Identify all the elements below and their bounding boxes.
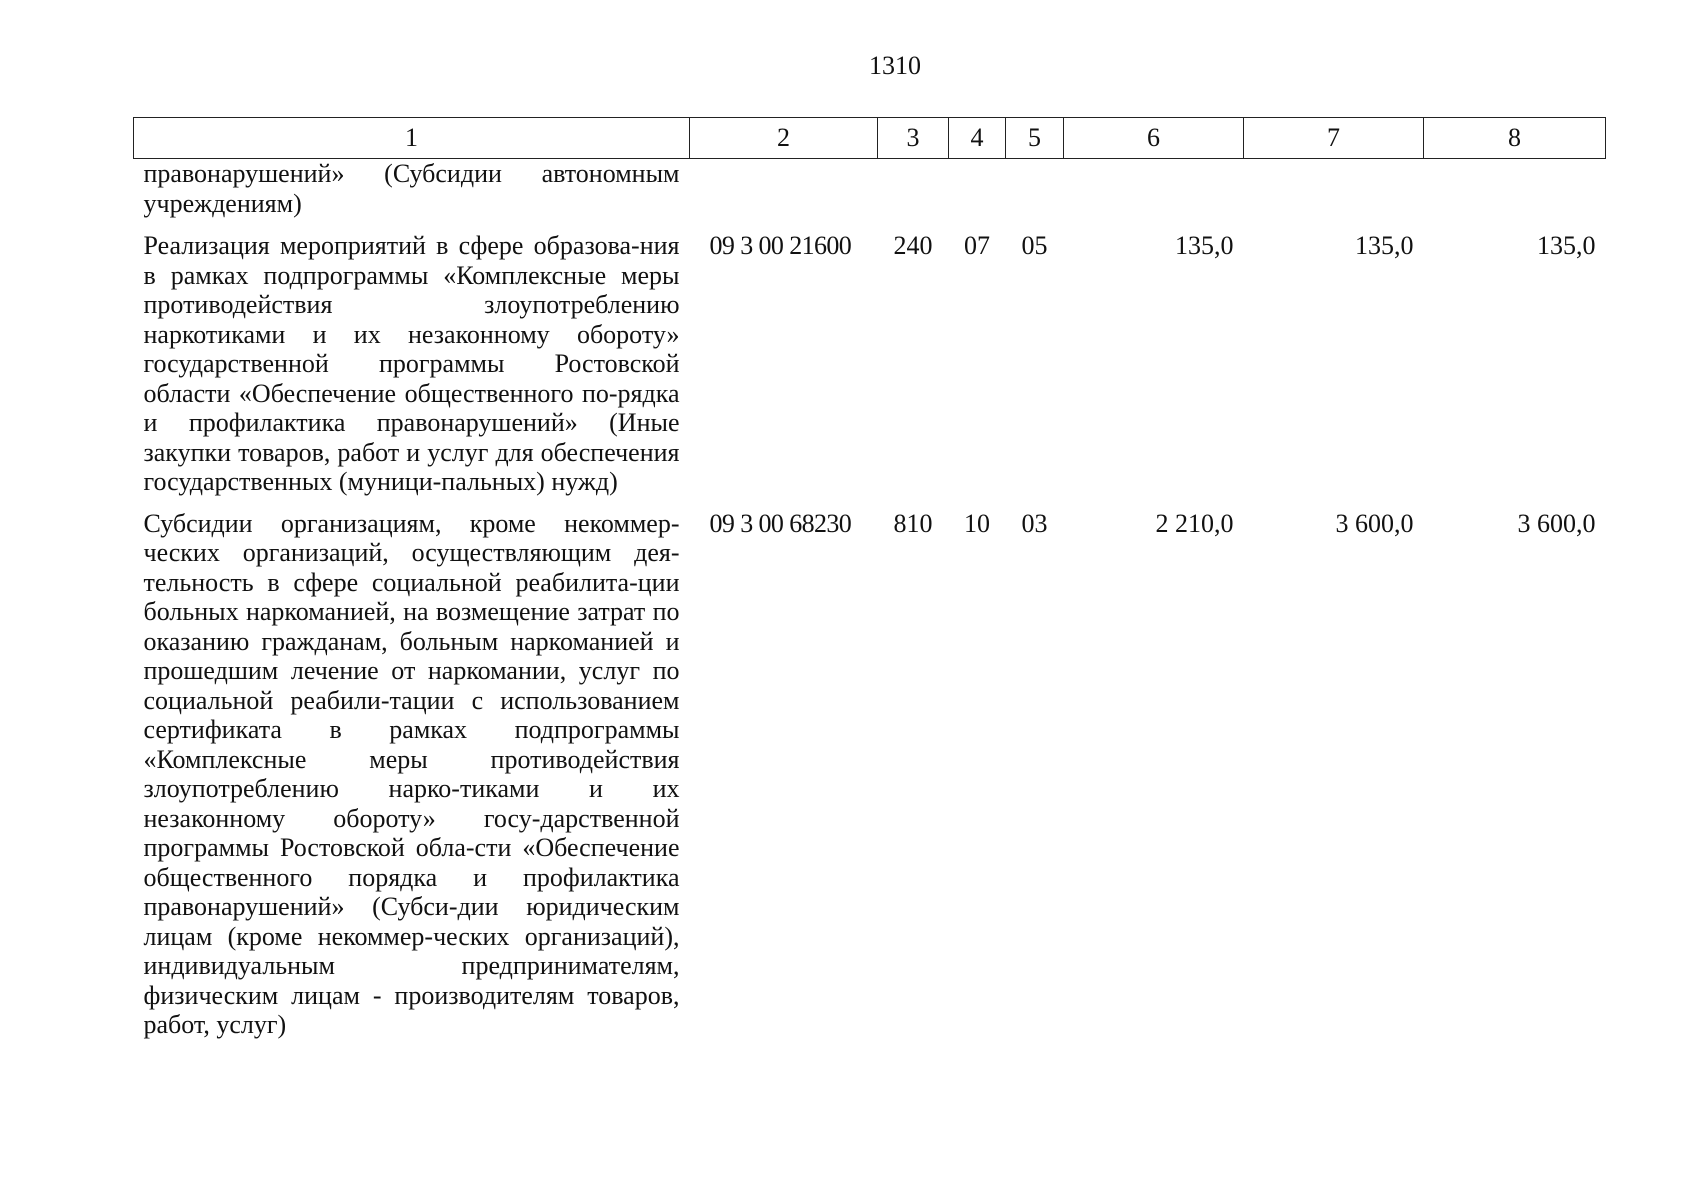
column-header-6: 6 xyxy=(1064,118,1244,159)
column-header-8: 8 xyxy=(1424,118,1606,159)
header-row xyxy=(134,118,1606,159)
column-header-3: 3 xyxy=(878,118,949,159)
row-amount-col8 xyxy=(1424,159,1606,232)
row-classification-code: 09 3 00 21600 xyxy=(709,231,852,260)
row-amount-col7: 135,0 xyxy=(1355,231,1414,260)
table-row xyxy=(134,159,1606,232)
row-amount-col7 xyxy=(1244,159,1424,232)
row-expense-type: 240 xyxy=(893,231,933,260)
table-row xyxy=(134,231,1606,509)
row-description: Реализация мероприятий в сфере образова-ния в рамках подпрограммы «Комплексные меры противодействия злоупотреблению наркотиками и их незаконному обороту» государственной программы Ростовской области «Обеспечение общественного по-рядка и профилактика правонарушений» (Иные закупки товаров, работ и услуг для обеспечения государственных (муници-пальных) нужд) xyxy=(143,231,680,496)
table-body xyxy=(134,159,1606,1052)
budget-table xyxy=(133,117,1606,1052)
row-amount-col6: 135,0 xyxy=(1175,231,1234,260)
row-description: правонарушений» (Субсидии автономным учреждениям) xyxy=(143,159,680,218)
column-header-2: 2 xyxy=(690,118,878,159)
column-header-5: 5 xyxy=(1006,118,1064,159)
row-amount-col7: 3 600,0 xyxy=(1335,508,1414,538)
row-classification-code: 09 3 00 68230 xyxy=(709,508,852,538)
row-amount-col6 xyxy=(1064,159,1244,232)
row-amount-col8: 3 600,0 xyxy=(1517,508,1596,538)
table-header xyxy=(134,118,1606,159)
table-row xyxy=(134,509,1606,1052)
row-description: Субсидии организациям, кроме некоммер-ческих организаций, осуществляющим дея-тельность в сфере социальной реабилита-ции больных наркоманией, на возмещение затрат по оказанию гражданам, больным наркоманией и прошедшим лечение от наркомании, услуг по социальной реабили-тации с использованием сертификата в рамках подпрограммы «Комплексные меры противодействия злоупотреблению нарко-тиками и их незаконному обороту» госу-дарственной программы Ростовской обла-сти «Обеспечение общественного порядка и профилактика правонарушений» (Субси-дии юридическим лицам (кроме некоммер-ческих организаций), индивидуальным предпринимателям, физическим лицам - производителям товаров, работ, услуг) xyxy=(143,508,680,1039)
column-header-4: 4 xyxy=(949,118,1006,159)
row-amount-col6: 2 210,0 xyxy=(1155,508,1234,538)
row-subsection: 03 xyxy=(1021,508,1048,538)
row-expense-type xyxy=(878,159,949,232)
budget-table-container xyxy=(133,117,1605,1052)
row-amount-col8: 135,0 xyxy=(1537,231,1596,260)
row-expense-type: 810 xyxy=(893,508,933,538)
column-header-7: 7 xyxy=(1244,118,1424,159)
row-section: 07 xyxy=(964,231,990,260)
row-classification-code xyxy=(690,159,878,232)
page-number: 1310 xyxy=(869,51,921,80)
row-subsection xyxy=(1006,159,1064,232)
row-section: 10 xyxy=(964,508,990,538)
row-section xyxy=(949,159,1006,232)
row-subsection: 05 xyxy=(1021,231,1048,260)
column-header-1: 1 xyxy=(134,118,690,159)
